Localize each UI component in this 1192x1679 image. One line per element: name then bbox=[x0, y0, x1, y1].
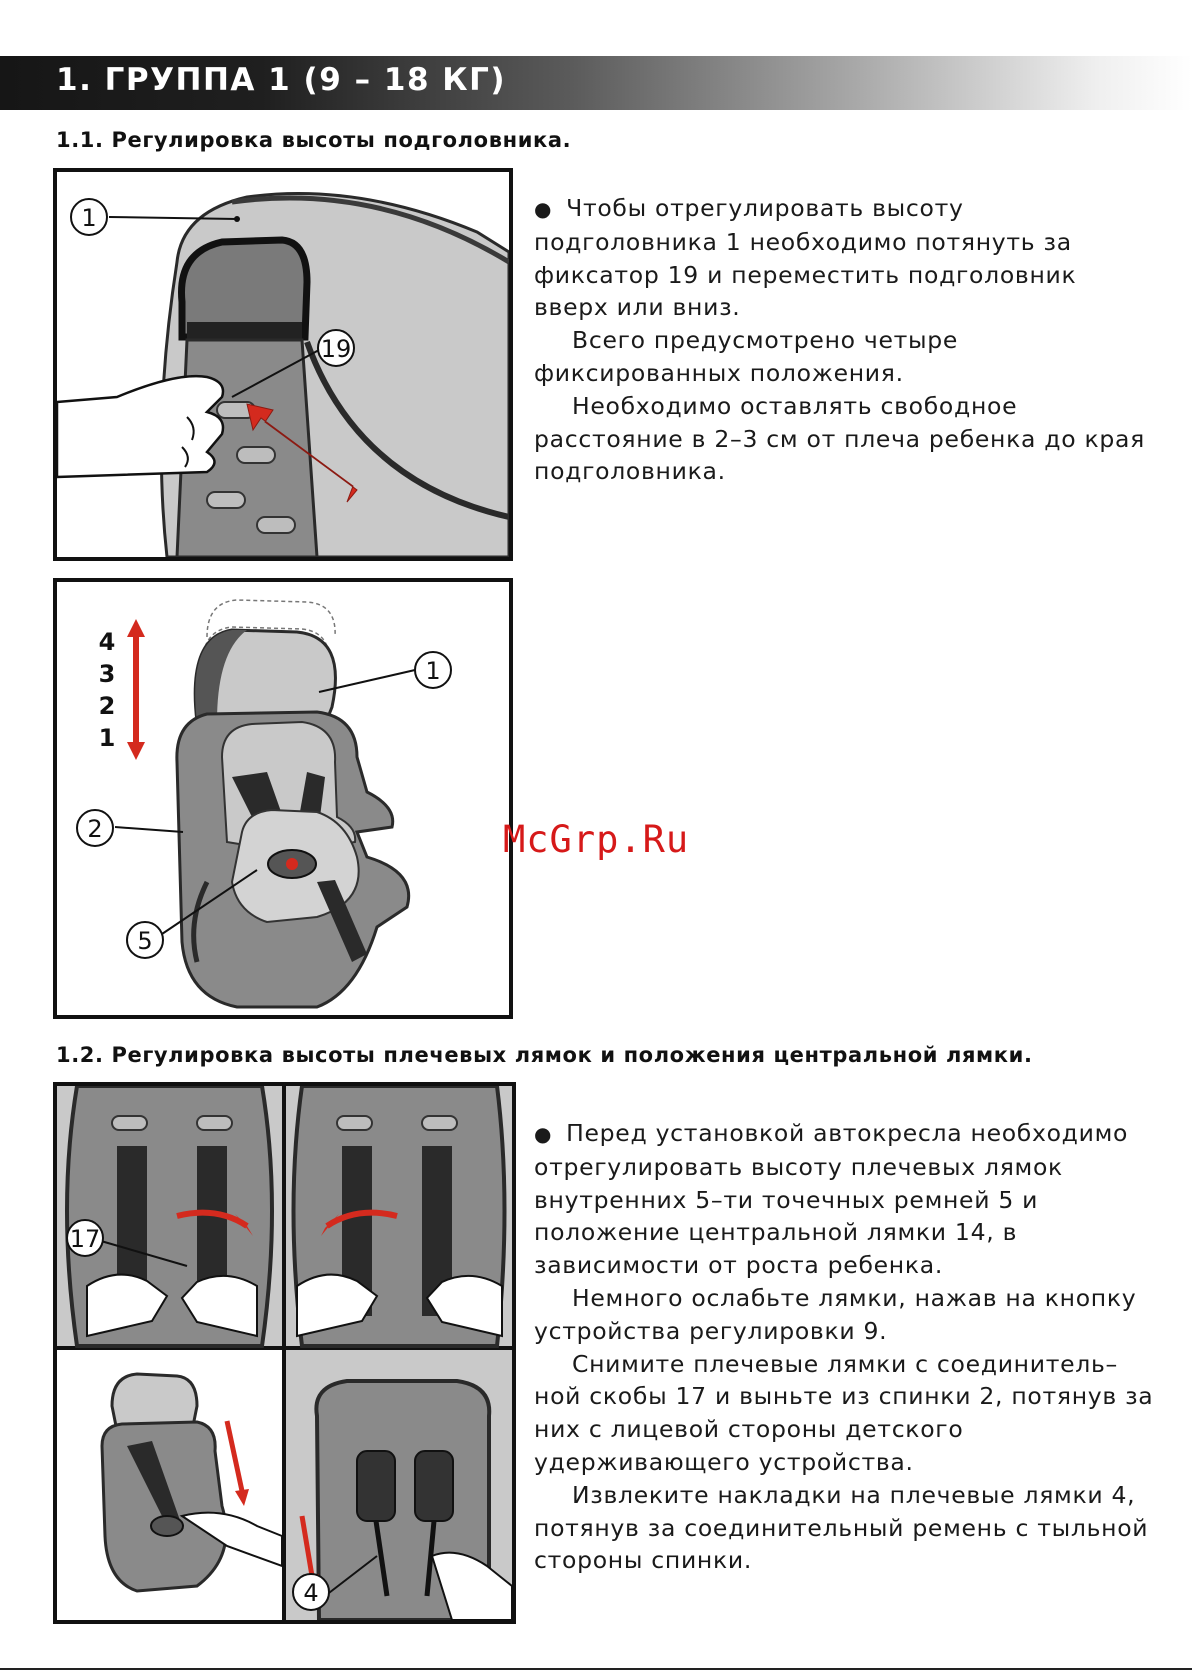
section-2-title: 1.2. Регулировка высоты плечевых лямок и положения центральной лямки. bbox=[56, 1043, 1033, 1067]
bottom-rule bbox=[0, 1668, 1192, 1670]
section-1-title: 1.1. Регулировка высоты подголовника. bbox=[56, 128, 572, 152]
callout-5-label: 5 bbox=[137, 927, 153, 955]
callout-1-label: 1 bbox=[425, 657, 441, 685]
position-label-1: 1 bbox=[98, 724, 116, 752]
section-1-text bbox=[534, 192, 1154, 488]
section-2-paragraph-2: Немного ослабьте лямки, нажав на кнопку устройства регулировки 9. bbox=[534, 1283, 1137, 1345]
figure-seat-positions bbox=[53, 578, 513, 1019]
callout-17-label: 17 bbox=[69, 1225, 101, 1253]
figure-headrest-lever-illustration bbox=[57, 172, 509, 557]
section-2-paragraph-1: ● Перед установкой автокресла необходимо отрегулировать высоту плечевых лямок внутренних 5–ти точечных ремней 5 и положение центральной лямки 14, в зависимости от роста ребенка. bbox=[534, 1117, 1154, 1282]
figure-strap-adjustment-illustration bbox=[57, 1086, 512, 1620]
page-title: 1. ГРУППА 1 (9 – 18 КГ) bbox=[56, 62, 507, 98]
figure-seat-positions-illustration bbox=[57, 582, 509, 1015]
section-1-paragraph-2: Всего предусмотрено четыре фиксированных положения. bbox=[534, 326, 959, 387]
section-2-paragraph-3: Снимите плечевые лямки с соединитель–ной скобы 17 и выньте из спинки 2, потянув за них с лицевой стороны детского удерживающего устройства. bbox=[534, 1349, 1154, 1476]
watermark: McGrp.Ru bbox=[503, 818, 690, 861]
callout-2-label: 2 bbox=[87, 815, 103, 843]
position-label-4: 4 bbox=[98, 628, 116, 656]
figure-headrest-lever bbox=[53, 168, 513, 561]
callout-4-label: 4 bbox=[303, 1579, 319, 1607]
section-1-paragraph-1: ● Чтобы отрегулировать высоту подголовника 1 необходимо потянуть за фиксатор 19 и переместить подголовник вверх или вниз. bbox=[534, 192, 1154, 324]
section-1-paragraph-3: Необходимо оставлять свободное расстояние в 2–3 см от плеча ребенка до края подголовника. bbox=[534, 391, 1145, 486]
position-label-3: 3 bbox=[98, 660, 116, 688]
section-2-text bbox=[534, 1117, 1154, 1577]
figure-strap-adjustment-grid bbox=[53, 1082, 516, 1624]
callout-1-label: 1 bbox=[81, 204, 97, 232]
callout-19-label: 19 bbox=[320, 335, 352, 363]
section-2-paragraph-4: Извлеките накладки на плечевые лямки 4, потянув за соединительный ремень с тыльной стороны спинки. bbox=[534, 1480, 1149, 1575]
position-label-2: 2 bbox=[98, 692, 116, 720]
